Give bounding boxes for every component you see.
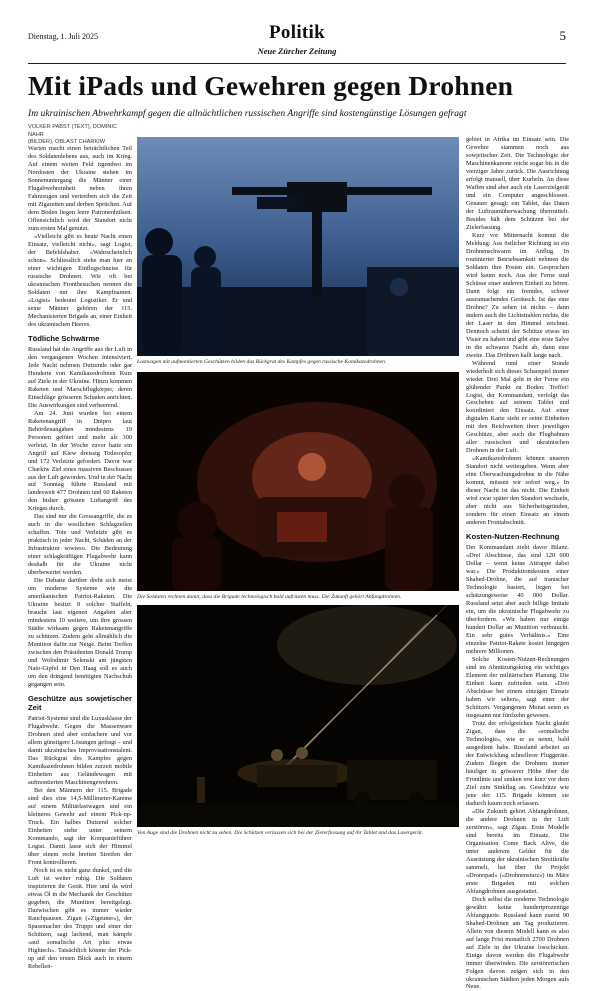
photo-soldiers-red-light: [137, 372, 459, 591]
photo-soldiers-illustration: [137, 372, 459, 591]
paragraph: Solche Kosten-Nutzen-Rechnungen sind im Abnützungskrieg ein wichtiges Element der militärischen Planung. Die Einheit kann zufrieden sein. «Drei Abschüsse bei einem einzigen Einsatz haben wir selten», sagt einer der Schützen. Vergangenen Monat seien es insgesamt nur fünfzehn gewesen.: [466, 656, 569, 720]
photo-caption: Die Soldaten rechnen damit, dass die Brigade technologisch bald aufrüsten muss. Die Zukunft gehört Abfangdrohnen.: [137, 594, 402, 600]
paragraph: Während rund einer Stunde wiederholt sich dieses Schauspiel immer wieder. Drei Mal geht in der Ferne ein glühender Punkt zu Boden: Treffer! Logist, der Kommandant, verfolgt das Geschehen auf seinem Tablet und koordiniert den Einsatz. Auf einer digitalen Karte sieht er seine Einheiten mit den Reichweiten ihrer jeweiligen Geschütze, aber auch die Flugbahnen aller russischen und ukrainischen Drohnen in der Luft.: [466, 359, 569, 455]
byline: [28, 124, 130, 147]
photo-truck-gun-illustration: [137, 137, 459, 356]
page-number: 5: [559, 28, 566, 43]
article-dek: Im ukrainischen Abwehrkampf gegen die allnächtlichen russischen Angriffe sind kostengünstige Lösungen gefragt: [28, 108, 467, 119]
paragraph: Kurz vor Mitternacht kommt die Meldung: Aus östlicher Richtung ist ein Drohnenschwarm im Anflug. In routinierter Betriebsamkeit nehmen die Soldaten ihre Posten ein. Gesprochen wird kaum noch. Aus der Ferne sind Schüsse einer anderen Einheit zu hören. Dann folgt ein fremdes, schwer auszumachendes Geräusch. Ist das eine Drohne? Zu sehen ist nichts – dann ändern auch die Lichtstrahlen nichts, die der Laser in den Himmel zeichnet. Dennoch scheint der Schütze etwas im Visier zu haben und gibt eine erste Salve in die schwarze Nacht ab, dann eine zweite. Das Dröhnen hallt lange nach.: [466, 231, 569, 359]
photo-caption: Lastwagen mit aufmontierten Geschützen bilden das Rückgrat des Kampfes gegen russische Kamikazedrohnen.: [137, 359, 387, 365]
photo-night-firing: [137, 605, 459, 827]
paragraph: gebiet in Afrika im Einsatz sein. Die Gewehre stammen noch aus sowjetischer Zeit. Die Technologie der Maschinenkanone reicht sogar bis in die vierziger Jahre zurück. Die Ausrichtung erfolgt manuell, über Kurbeln. An diese Waffen sind aber auch ein Laserzielgerät und ein Computer angeschlossen. Genauer gesagt: ein Tablet, das Daten der Luftraumüberwachung übermittelt. Besides hält dem Schützen bei der Zielerfassung.: [466, 136, 569, 231]
photo-truck-gun-dusk: [137, 137, 459, 356]
issue-date: Dienstag, 1. Juli 2025: [28, 32, 98, 41]
paragraph: «Kamikazedrohnen können unseren Standort nicht weitergeben. Wenn aber eine Überwachungsdrohne in die Nähe kommt, müssen wir sofort weg.» In dieser Nacht ist das nicht. Die Einheit wird zwar später den Standort wechseln, aber nicht aus Sicherheitsgründen, sondern für einen Einsatz an einem anderen Frontabschnitt.: [466, 455, 569, 527]
subheading: Kosten-Nutzen-Rechnung: [466, 532, 560, 542]
left-column: [28, 145, 132, 970]
paragraph: Noch ist es nicht ganz dunkel, und die Luft ist weiter ruhig. Die Soldaten inspizieren ihr Gerät. Hier und da wird etwas Öl in die Mechanik der Geschütze gegeben, die Munition bereitgelegt. Dazwischen gibt es immer wieder Rauchpausen. Zigan («Zigeuner»), der Spassmacher des Trupps und einer der Schützen, sagt lachend, man kämpfe «auf somalische Art plus etwas Hightech». Tatsächlich könnte der Pick-up auf den ersten Blick auch in einem Rebellen-: [28, 867, 132, 970]
paragraph: Warten macht einen beträchtlichen Teil des Soldatenlebens aus, auch im Krieg. Auf einem weiten Feld irgendwo im Nordosten der Ukraine stehen im Sonnenuntergang die Männer einer Flugabwehreinheit neben ihren Fahrzeugen und vertreiben sich die Zeit mit Zigaretten und derben Sprüchen. Auf dem Boden liegen leere Patronenhülsen. Offensichtlich wird der Standort nicht zum ersten Mal genutzt.: [28, 145, 132, 232]
subheading: Tödliche Schwärme: [28, 333, 100, 343]
masthead-rule: [28, 63, 566, 64]
paragraph: Russland hat die Angriffe aus der Luft in den vergangenen Wochen intensiviert. Jede Nacht nehmen Dutzende oder gar Hunderte von Kamikazedrohnen Kurs auf Ziele in der Ukraine. Hinzu kommen Raketen und Marschflugkörper, deren Einschläge grösseren Schaden anrichten. Die Auswirkungen sind verheerend.: [28, 345, 132, 409]
photo-caption: Von Auge sind die Drohnen nicht zu sehen. Die Schützen verlassen sich bei der Zielerfassung auf ihr Tablet und das Lasergerät.: [137, 830, 424, 836]
masthead: [28, 22, 566, 62]
paragraph: Trotz der erfolgreichen Nacht glaubt Zigan, dass die «somalische Technologie», wie er es nennt, bald ausgedient habe. Russland arbeitet an der Entwicklung schnellerer Fluggeräte. Zudem fliegen die Drohnen immer häufiger in grösserer Höhe über die Frontlinie und senken erst kurz vor dem Ziel zum Sinkflug an. Geschütze wie jene der 115. Brigade können sie dadurch kaum noch erfassen.: [466, 720, 569, 807]
right-column: [466, 136, 569, 991]
paragraph: «Die Zukunft gehört Abfangdrohnen, die andere Drohnen in der Luft zerstören», sagt Zigan. Erste Modelle sind bereits im Einsatz. Die Organisation Come Back Alive, die unter anderem Gelder für die Ausrüstung der ukrainischen Streitkräfte sammelt, hat über ihr Projekt «Dronopad» («Drohnensturz») im März erste Brigaden mit solchen Abfangdrohnen ausgestattet.: [466, 807, 569, 895]
paragraph: Bei den Männern der 115. Brigade sind dies eine 14,5-Millimeter-Kanone auf einem Militärlastwagen und ein kleineres Gewehr auf einem Pick-up-Truck. Ein halbes Dutzend solcher Einheiten stehe unter seinem Kommando, sagt der Kompanieführer Logist. Damit lasse sich der Himmel über einem recht breiten Streifen der Front kontrollieren.: [28, 787, 132, 867]
paragraph: «Vielleicht gibt es heute Nacht einen Einsatz, vielleicht nicht», sagt Logist, der Befehlshaber. «Wahrscheinlich schon». Schliesslich stehe man hier an einer wichtigen Einflugschneise für russische Drohnen. Wie oft bei ukrainischen Frontbesuchen nennen die Soldaten nur ihre Kampfnamen. «Logist» bedeutet Logistiker. Er und seine Männer gehören der 115. Mechanisierten Brigade an, einer Einheit des ukrainischen Heeres.: [28, 232, 132, 328]
paragraph: Am 24. Juni wurden bei einem Raketenangriff in Dnipro laut Behördenangaben mindestens 19 Personen getötet und mehr als 300 verletzt. In der Woche zuvor hatte ein Angriff auf Kiew dreissig Todesopfer und 172 Verletzte gefordert. Davor war Charkiw Ziel eines massiven Beschusses aus der Luft geworden. Und in der Nacht auf Sonntag führte Russland mit landesweit 477 Drohnen und 60 Raketen den bisher grössten Luftangriff des Krieges durch.: [28, 409, 132, 513]
byline-line-1: VOLKER PABST (TEXT), DOMINIC NAHR: [28, 124, 117, 138]
article-headline: Mit iPads und Gewehren gegen Drohnen: [28, 70, 514, 101]
paragraph: Das sind nur die Grossangriffe, die es auch in die westlichen Schlagzeilen schaffen. Tote und Verletzte gibt es praktisch in jeder Nacht, Schäden an der Infrastruktur sowieso. Die Bedeutung einer schlagkräftigen Flugabwehr kann deshalb für die Ukraine nicht überbewertet werden.: [28, 513, 132, 577]
paragraph: Doch selbst die moderne Technologie gewährt keine hundertprozentige Abfangquote. Russland kann zuerst 90 Shahed-Drohnen am Tag produzieren. Allein von diesem Modell kann es also auf lange Frist monatlich 2700 Drohnen auf Ziele in der Ukraine losschicken. Einige davon werden die Flugabwehr immer überwinden. Die zerstörerischen Folgen davon zeigen sich in den ukrainischen Städten jeden Morgen aufs Neue.: [466, 895, 569, 991]
newspaper-name: Neue Zürcher Zeitung: [257, 46, 337, 56]
paragraph: Patriot-Systeme sind die Luxusklasse der Flugabwehr. Gegen die Massenware Drohnen sind aber einfachere und vor allem günstigere Lösungen gefragt – und damit ukrainisches Improvisationstalent. Das Rückgrat des Kampfes gegen Kamikazedrohnen bilden zurzeit mobile Einheiten aus Geländewagen mit aufmontierten Maschinengewehren.: [28, 715, 132, 787]
paragraph: Der Kommandant zieht davor Bilanz. «Drei Abschüsse, das sind 120 000 Dollar – wenn keine Attrappe dabei war.» Die Produktionskosten einer Shahed-Drohne, die auf iranischer Technologie basiert, liegen bei schätzungsweise 40 000 Dollar. Russland setzt aber auch billige Imitate ein, um die ukrainische Flugabwehr zu überfordern. «Wir haben nur einige hundert Dollar an Munition verbraucht. Ein sehr gutes Verhältnis.» Eine einzelne Patriot-Rakete kostet hingegen mehrere Millionen.: [466, 544, 569, 656]
subheading: Geschütze aus sowjetischer Zeit: [28, 694, 132, 713]
paragraph: Die Debatte darüber dreht sich meist um moderne Systeme wie die amerikanischen Patriot-Raketen. Die Ukraine besitzt 8 solcher Staffeln, braucht laut eigenen Angaben aber mindestens 10 weitere, um ihre grossen Städte wirksam gegen Raketenangriffe zu schützen. Zudem geht allmählich die Munition dafür zur Neige. Beim Treffen zwischen den Präsidenten Donald Trump und Wolodimir Selenski am jüngsten Nato-Gipfel in Den Haag soll es auch um den dringend benötigten Nachschub gegangen sein.: [28, 577, 132, 689]
photo-night-firing-illustration: [137, 605, 459, 827]
section-title: Politik: [269, 22, 325, 43]
byline-line-2: (BILDER), OBLAST CHARKIW: [28, 139, 105, 146]
